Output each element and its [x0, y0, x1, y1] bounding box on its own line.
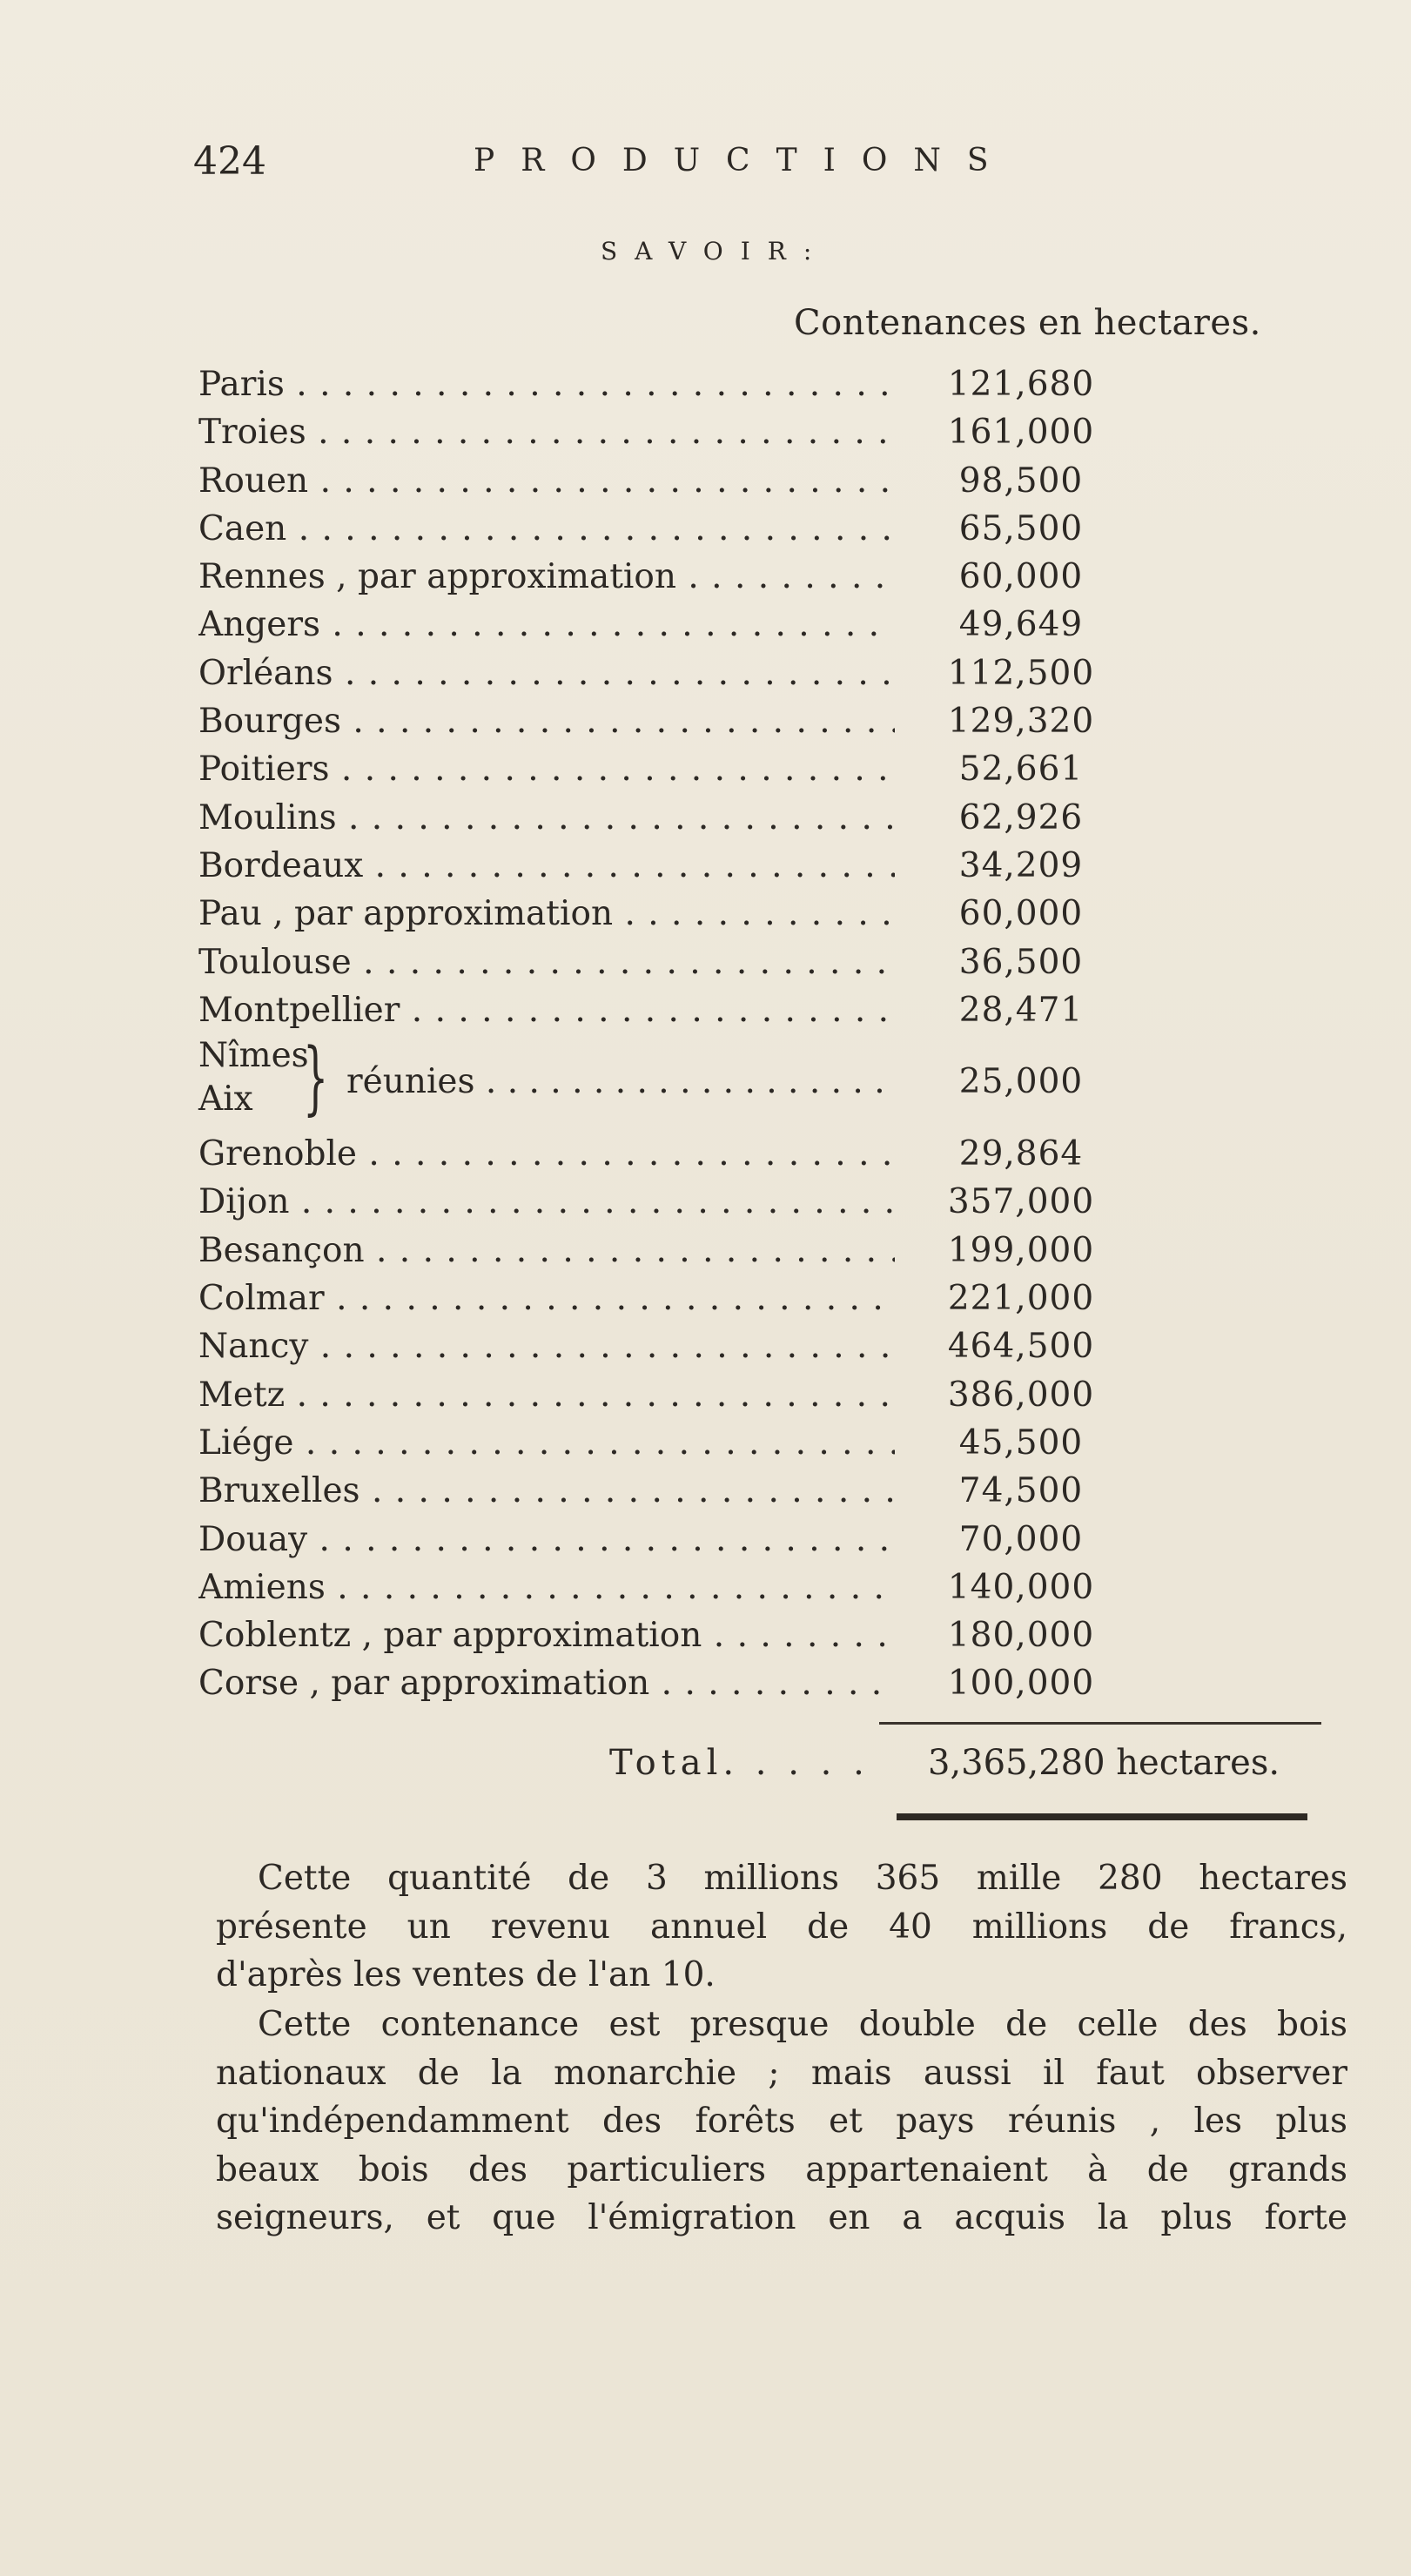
table-row [198, 1178, 1139, 1226]
city-name: Pau , par approximation . . . [198, 890, 895, 938]
text-line: d'après les ventes de l'an 10. [216, 1955, 716, 1994]
city-name: Grenoble . . . [198, 1130, 895, 1178]
city-name: Bordeaux . . . [198, 842, 895, 890]
page-number: 424 [193, 139, 266, 184]
city-name: Orléans . . . [198, 649, 895, 697]
city-name: Poitiers . . . [198, 745, 895, 793]
hectare-value: 140,000 [947, 1567, 1095, 1607]
table-row [198, 1467, 1139, 1515]
city-name: Rennes , par approximation . . . [198, 553, 895, 601]
hectare-value: 98,500 [958, 461, 1084, 501]
text-line: seigneurs, et que l'émigration en a acquis la plus forte [216, 2198, 1347, 2237]
hectare-value: 25,000 [958, 1062, 1084, 1102]
table-row [198, 1516, 1139, 1564]
city-name: Coblentz , par approximation . . . [198, 1611, 895, 1659]
hectare-value: 221,000 [947, 1279, 1095, 1319]
city-name: Montpellier . . . [198, 986, 895, 1034]
table-row [198, 1419, 1139, 1467]
city-name: Bruxelles . . . [198, 1467, 895, 1515]
hectares-table [198, 360, 1139, 1708]
merged-row [198, 1031, 1139, 1130]
text-line: qu'indépendamment des forêts et pays réunis , les plus [216, 2102, 1347, 2141]
table-row [198, 890, 1139, 938]
brace-icon: } [303, 1031, 329, 1125]
total-value: 3,365,280 hectares. [928, 1743, 1280, 1783]
text-line: présente un revenu annuel de 40 millions de francs, [216, 1907, 1347, 1947]
table-row [198, 553, 1139, 601]
table-row [198, 1564, 1139, 1611]
table-row [198, 986, 1139, 1034]
hectare-value: 121,680 [947, 365, 1095, 404]
hectare-value: 161,000 [947, 413, 1095, 453]
hectare-value: 34,209 [958, 845, 1084, 885]
hectare-value: 36,500 [958, 942, 1084, 982]
hectare-value: 62,926 [958, 797, 1084, 837]
text-line: nationaux de la monarchie ; mais aussi il faut observer [216, 2053, 1347, 2093]
hectare-value: 199,000 [947, 1230, 1095, 1270]
hectare-value: 386,000 [947, 1375, 1095, 1415]
hectare-value: 357,000 [947, 1182, 1095, 1222]
city-name: Amiens . . . [198, 1564, 895, 1611]
city-name: Metz . . . [198, 1371, 895, 1419]
table-row [198, 1322, 1139, 1370]
city-name: Douay . . . [198, 1516, 895, 1564]
table-row [198, 1659, 1139, 1707]
table-row [198, 745, 1139, 793]
hectare-value: 45,500 [958, 1423, 1084, 1463]
city-name: Paris . . . [198, 360, 895, 408]
city-name: Corse , par approximation . . . [198, 1659, 895, 1707]
city-name: Besançon . . . [198, 1227, 895, 1275]
table-row [198, 1371, 1139, 1419]
table-row [198, 360, 1139, 408]
table-row [198, 1611, 1139, 1659]
city-name: Nîmes [198, 1036, 309, 1076]
hectare-value: 60,000 [958, 894, 1084, 934]
city-name: Caen . . . [198, 505, 895, 553]
hectare-value: 29,864 [958, 1134, 1084, 1174]
hectare-value: 129,320 [947, 702, 1095, 742]
table-row [198, 1275, 1139, 1322]
city-name: Colmar . . . [198, 1275, 895, 1322]
hectare-value: 180,000 [947, 1616, 1095, 1656]
intro-label: SAVOIR: [601, 237, 830, 266]
city-name: Toulouse . . . [198, 938, 895, 986]
hectare-value: 65,500 [958, 508, 1084, 548]
hectare-value: 28,471 [958, 990, 1084, 1030]
hectare-value: 100,000 [947, 1664, 1095, 1704]
table-row [198, 842, 1139, 890]
hectare-value: 49,649 [958, 605, 1084, 645]
hectare-value: 464,500 [947, 1327, 1095, 1367]
table-row [198, 1130, 1139, 1178]
text-line: Cette quantité de 3 millions 365 mille 280 hectares [258, 1859, 1347, 1898]
text-line: beaux bois des particuliers appartenaient à de grands [216, 2149, 1347, 2189]
table-row [198, 649, 1139, 697]
table-row [198, 938, 1139, 986]
total-row [609, 1743, 1280, 1783]
merged-label: réunies . . . [346, 1058, 895, 1106]
closing-rule [897, 1813, 1307, 1820]
running-title: PRODUCTIONS [474, 143, 1015, 178]
table-row [198, 794, 1139, 842]
city-name: Moulins . . . [198, 794, 895, 842]
hectare-value: 112,500 [947, 653, 1095, 693]
table-row [198, 697, 1139, 745]
total-rule [879, 1722, 1321, 1725]
city-name: Angers . . . [198, 601, 895, 649]
text-line: Cette contenance est presque double de celle des bois [258, 2005, 1347, 2044]
hectare-value: 74,500 [958, 1471, 1084, 1511]
table-row [198, 601, 1139, 649]
table-row [198, 505, 1139, 553]
hectare-value: 60,000 [958, 557, 1084, 597]
city-name: Troies . . . [198, 408, 895, 456]
table-row [198, 1227, 1139, 1275]
table-row [198, 408, 1139, 456]
paragraph-contenance [216, 2001, 1347, 2243]
city-name: Dijon . . . [198, 1178, 895, 1226]
city-name: Liége . . . [198, 1419, 895, 1467]
hectare-value: 52,661 [958, 750, 1084, 790]
city-name: Aix [198, 1079, 253, 1120]
column-header: Contenances en hectares. [794, 303, 1261, 343]
table-row [198, 457, 1139, 505]
hectare-value: 70,000 [958, 1519, 1084, 1559]
city-name: Nancy . . . [198, 1322, 895, 1370]
page-header [193, 139, 1072, 200]
city-name: Rouen . . . [198, 457, 895, 505]
city-name: Bourges . . . [198, 697, 895, 745]
total-label: Total. . . . . [609, 1743, 870, 1783]
paragraph-revenue [216, 1854, 1347, 2000]
